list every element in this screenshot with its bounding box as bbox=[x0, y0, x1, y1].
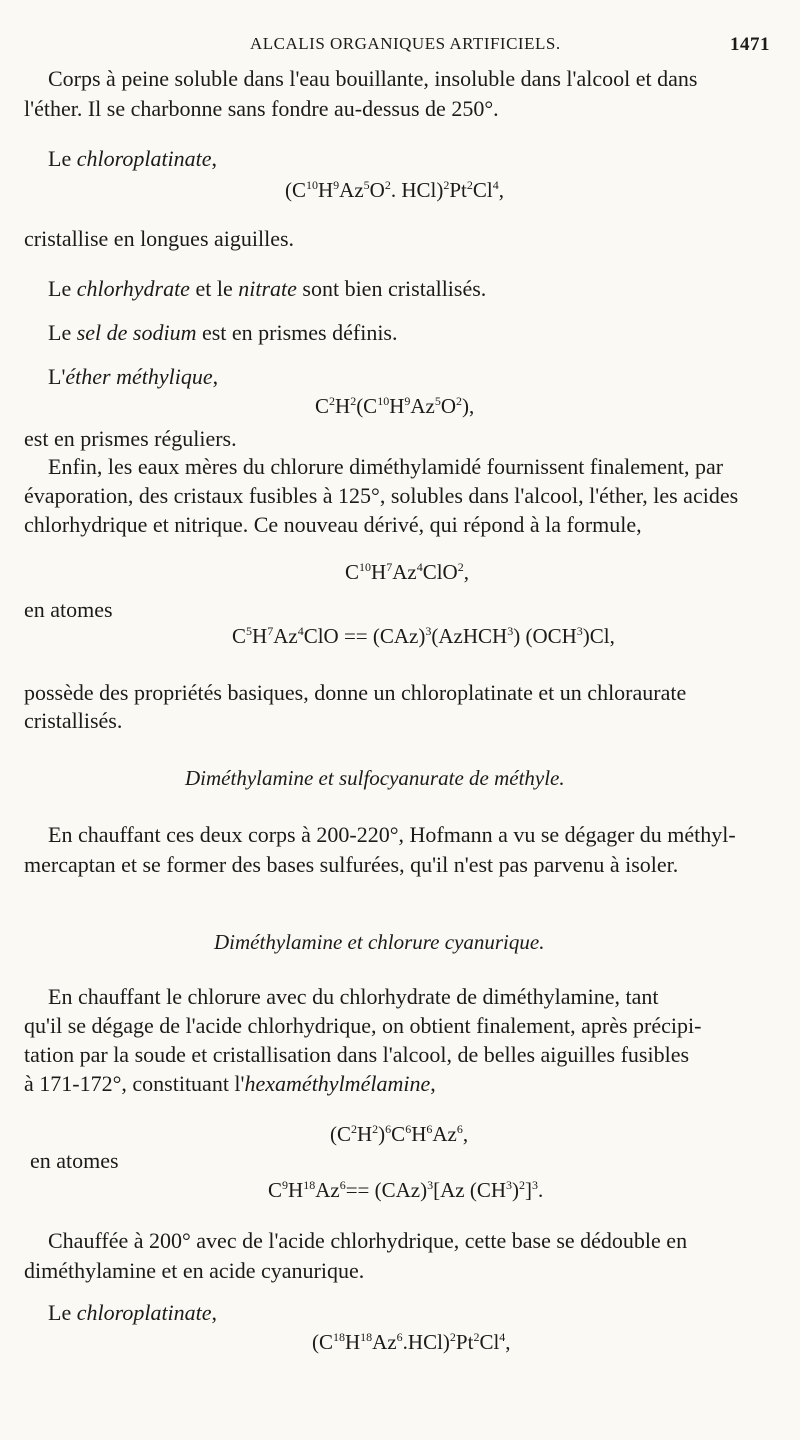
section-heading: Diméthylamine et chlorure cyanurique. bbox=[214, 930, 545, 954]
chemical-formula: $(C^{18}H^{18}Az^6.HCl)^2Pt^2Cl^4$, bbox=[312, 1330, 511, 1354]
chemical-formula: $(C^2H^2)^6C^6H^6Az^6$, bbox=[330, 1122, 469, 1146]
paragraph-line: tation par la soude et cristallisation dans l'alcool, de belles aiguilles fusibles bbox=[24, 1042, 690, 1067]
paragraph-line: qu'il se dégage de l'acide chlorhydrique, on obtient finalement, après précipi- bbox=[24, 1013, 702, 1038]
page-number: 1471 bbox=[730, 34, 770, 55]
paragraph-line: Le chloroplatinate, bbox=[48, 1300, 218, 1325]
paragraph-line: possède des propriétés basiques, donne un chloroplatinate et un chloraurate bbox=[24, 680, 687, 705]
paragraph-line: Chauffée à 200° avec de l'acide chlorhydrique, cette base se dédouble en bbox=[48, 1228, 688, 1253]
paragraph-line: mercaptan et se former des bases sulfurées, qu'il n'est pas parvenu à isoler. bbox=[24, 852, 679, 877]
paragraph-line: Le chloroplatinate, bbox=[48, 146, 218, 171]
paragraph-line: En chauffant ces deux corps à 200-220°, Hofmann a vu se dégager du méthyl- bbox=[48, 822, 736, 847]
paragraph-line: évaporation, des cristaux fusibles à 125°, solubles dans l'alcool, l'éther, les acides bbox=[24, 483, 739, 508]
paragraph-line: est en prismes réguliers. bbox=[24, 426, 237, 451]
chemical-formula: $C^5H^7Az^4ClO$ == (CAz)$^3$(AzHCH$^3$) (OCH$^3$)Cl, bbox=[232, 624, 615, 648]
paragraph-line: en atomes bbox=[24, 597, 113, 622]
section-heading: Diméthylamine et sulfocyanurate de méthyle. bbox=[185, 766, 565, 790]
chemical-formula: $C^{10}H^7Az^4ClO^2$, bbox=[345, 560, 469, 584]
paragraph-line: En chauffant le chlorure avec du chlorhydrate de diméthylamine, tant bbox=[48, 984, 659, 1009]
paragraph-line: à 171-172°, constituant l'hexaméthylmélamine, bbox=[24, 1071, 436, 1096]
paragraph-line: chlorhydrique et nitrique. Ce nouveau dérivé, qui répond à la formule, bbox=[24, 512, 642, 537]
paragraph-line: en atomes bbox=[30, 1148, 119, 1173]
chemical-formula: $C^2H^2(C^{10}H^9Az^5O^2)$, bbox=[315, 394, 475, 418]
paragraph-line: L'éther méthylique, bbox=[48, 364, 219, 389]
paragraph-line: l'éther. Il se charbonne sans fondre au-dessus de 250°. bbox=[24, 96, 499, 121]
chemical-formula: $C^9H^{18}Az^6== (CAz)^3[Az$ $(CH^3)^2]^3$. bbox=[268, 1178, 544, 1202]
paragraph-line: Le sel de sodium est en prismes définis. bbox=[48, 320, 398, 345]
paragraph-line: cristallisés. bbox=[24, 708, 123, 733]
paragraph-line: Enfin, les eaux mères du chlorure diméthylamidé fournissent finalement, par bbox=[48, 454, 724, 479]
paragraph-line: cristallise en longues aiguilles. bbox=[24, 226, 295, 251]
paragraph-line: diméthylamine et en acide cyanurique. bbox=[24, 1258, 365, 1283]
running-title: ALCALIS ORGANIQUES ARTIFICIELS. bbox=[250, 34, 561, 53]
chemical-formula: ($C^{10}H^9Az^5O^2$. HCl)$^2$Pt$^2$Cl$^4$, bbox=[285, 178, 504, 202]
paragraph-line: Le chlorhydrate et le nitrate sont bien cristallisés. bbox=[48, 276, 487, 301]
paragraph-line: Corps à peine soluble dans l'eau bouillante, insoluble dans l'alcool et dans bbox=[48, 66, 698, 91]
